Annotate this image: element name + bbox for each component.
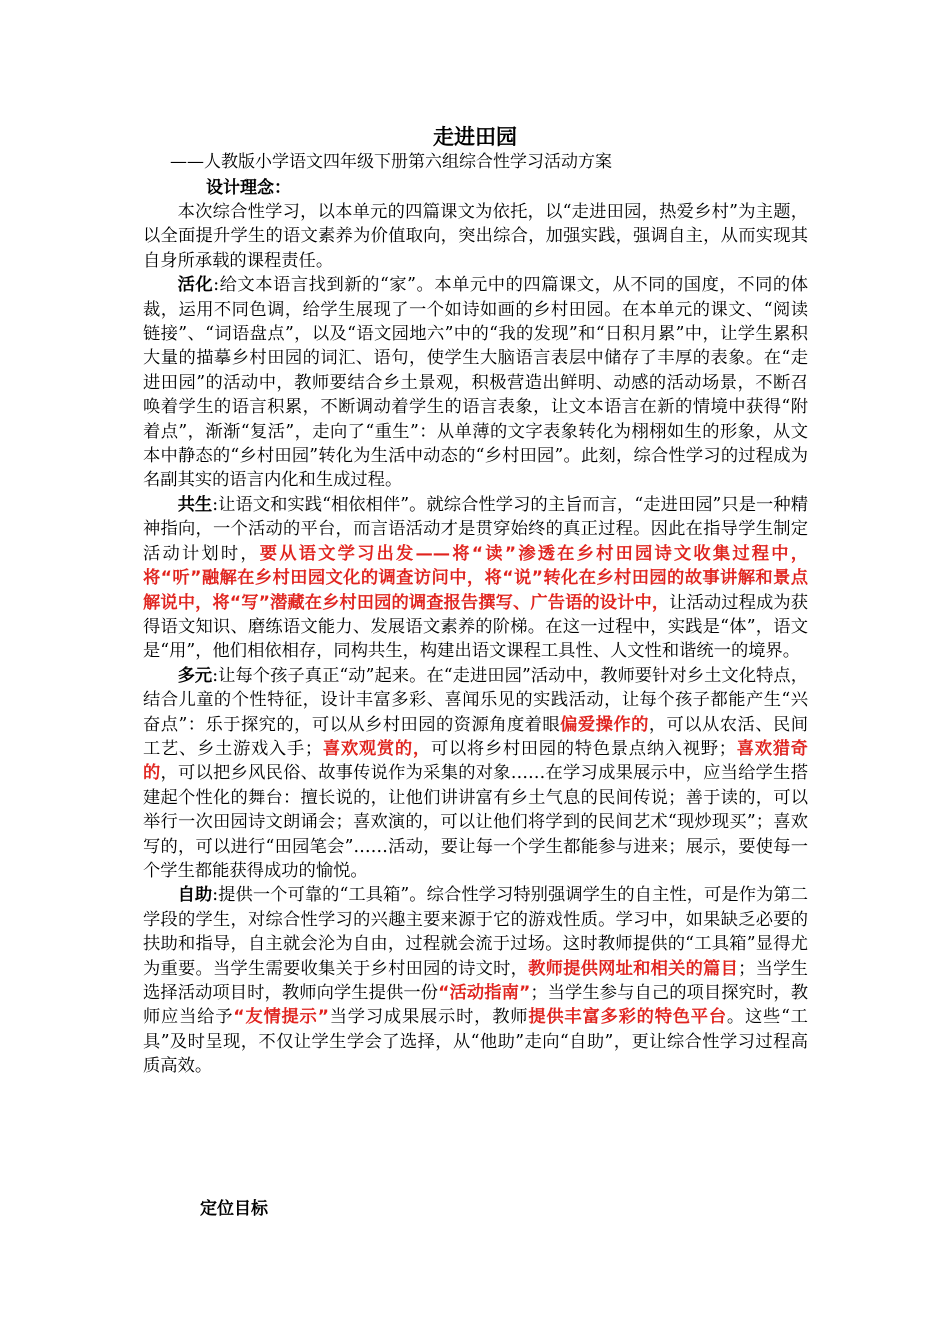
- section-heading-goals: 定位目标: [200, 1199, 268, 1219]
- paragraph-text: 可以将乡村田园的特色景点纳入视野；: [430, 738, 736, 759]
- paragraph-lead: 多元: [177, 665, 213, 686]
- paragraph-lead: 自助: [177, 885, 213, 906]
- paragraph-text: 。这些“工具”及时呈现，不仅让学生学会了选择，从“他助”走向“自助”，更让综合性学习过程高质高效。: [143, 1007, 808, 1077]
- highlighted-text: “友情提示”: [233, 1007, 329, 1028]
- paragraph-intro: 本次综合性学习，以本单元的四篇课文为依托，以“走进田园，热爱乡村”为主题，以全面提升学生的语文素养为价值取向，突出综合，加强实践，强调自主，从而实现其自身所承载的课程责任。: [143, 202, 808, 271]
- paragraph-text: :提供一个可靠的“工具箱”。综合性学习特别强调学生的自主性，可是作为第二学段的学生，对综合性学习的兴趣主要来源于它的游戏性质。学习中，如果缺乏必要的扶助和指导，自主就会沦为自由，过程就会流于过场。这时教师提供的“工具箱”显得尤为重要。当学生需要收集关于乡村田园的诗文时，: [143, 885, 808, 979]
- paragraph-text: 当学习成果展示时，教师: [328, 1007, 529, 1028]
- paragraph-text: ，可以把乡风民俗、故事传说作为采集的对象……在学习成果展示中，应当给学生搭建起个性化的舞台：擅长说的，让他们讲讲富有乡土气息的民间传说；善于读的，可以举行一次田园诗文朗诵会；喜欢演的，可以让他们将学到的民间艺术“现炒现买”；喜欢写的，可以进行“田园笔会”……活动，要让每一个学生都能参与进来；展示，要使每一个学生都能获得成功的愉悦。: [143, 763, 808, 881]
- document-subtitle: ——人教版小学语文四年级下册第六组综合性学习活动方案: [170, 152, 612, 172]
- highlighted-text: 要从语文学习出发——将“读”渗透在乡村田园诗文收集过程中，将“听”融解在乡村田园文化的调查访问中，将“说”转化在乡村田园的故事讲解和景点解说中，将“写”潜藏在乡村田园的调查报告撰写、广告语的设计中，: [143, 543, 808, 613]
- paragraph-diversity: [143, 664, 808, 884]
- highlighted-text: 偏爱操作的: [560, 714, 649, 735]
- highlighted-text: 喜欢观赏的，: [322, 738, 431, 759]
- document-title: 走进田园: [433, 125, 517, 149]
- paragraph-activation: [143, 273, 808, 493]
- paragraph-text: 让活动过程成为获得语文知识、磨练语文能力、发展语文素养的阶梯。在这一过程中，实践是“体”，语文是“用”，他们相依相存，同构共生，构建出语文课程工具性、人文性和谐统一的境界。: [143, 592, 808, 662]
- highlighted-text: “活动指南”: [438, 983, 531, 1003]
- document-body: [143, 200, 808, 1079]
- paragraph-self-help: [143, 883, 808, 1078]
- paragraph-text: :给文本语言找到新的“家”。本单元中的四篇课文，从不同的国度，不同的体裁，运用不同色调，给学生展现了一个如诗如画的乡村田园。在本单元的课文、“阅读链接”、“词语盘点”，以及“语文园地六”中的“我的发现”和“日积月累”中，让学生累积大量的描摹乡村田园的词汇、语句，使学生大脑语言表层中储存了丰厚的表象。在“走进田园”的活动中，教师要结合乡土景观，积极营造出鲜明、动感的活动场景，不断召唤着学生的语言积累，不断调动着学生的语言表象，让文本语言在新的情境中获得“附着点”，渐渐“复活”，走向了“重生”：从单薄的文字表象转化为栩栩如生的形象，从文本中静态的“乡村田园”转化为生活中动态的“乡村田园”。此刻，综合性学习的过程成为名副其实的语言内化和生成过程。: [143, 275, 808, 491]
- highlighted-text: 教师提供网址和相关的篇目: [528, 958, 739, 979]
- paragraph-text: ；当学生选择活动项目时，教师向学生提供一份: [143, 958, 808, 1003]
- paragraph-text: ；当学生参与自己的项目探究时，教师应当给予: [143, 983, 808, 1028]
- highlighted-text: 喜欢猎奇的: [143, 738, 808, 784]
- highlighted-text: 提供丰富多彩的特色平台: [528, 1007, 727, 1028]
- paragraph-text: ，可以从农活、民间工艺、乡土游戏入手；: [143, 714, 808, 759]
- section-heading-design-concept: 设计理念：: [206, 178, 291, 198]
- paragraph-symbiosis: [143, 493, 808, 664]
- paragraph-lead: 共生: [177, 494, 213, 515]
- paragraph-text: :让每个孩子真正“动”起来。在“走进田园”活动中，教师要针对乡土文化特点，结合儿童的个性特征，设计丰富多彩、喜闻乐见的实践活动，让每个孩子都能产生“兴奋点”：乐于探究的，可以从乡村田园的资源角度着眼: [143, 665, 808, 735]
- paragraph-text: :让语文和实践“相依相伴”。就综合性学习的主旨而言，“走进田园”只是一种精神指向，一个活动的平台，而言语活动才是贯穿始终的真正过程。因此在指导学生制定活动计划时，: [143, 494, 808, 564]
- paragraph-lead: 活化: [177, 275, 214, 296]
